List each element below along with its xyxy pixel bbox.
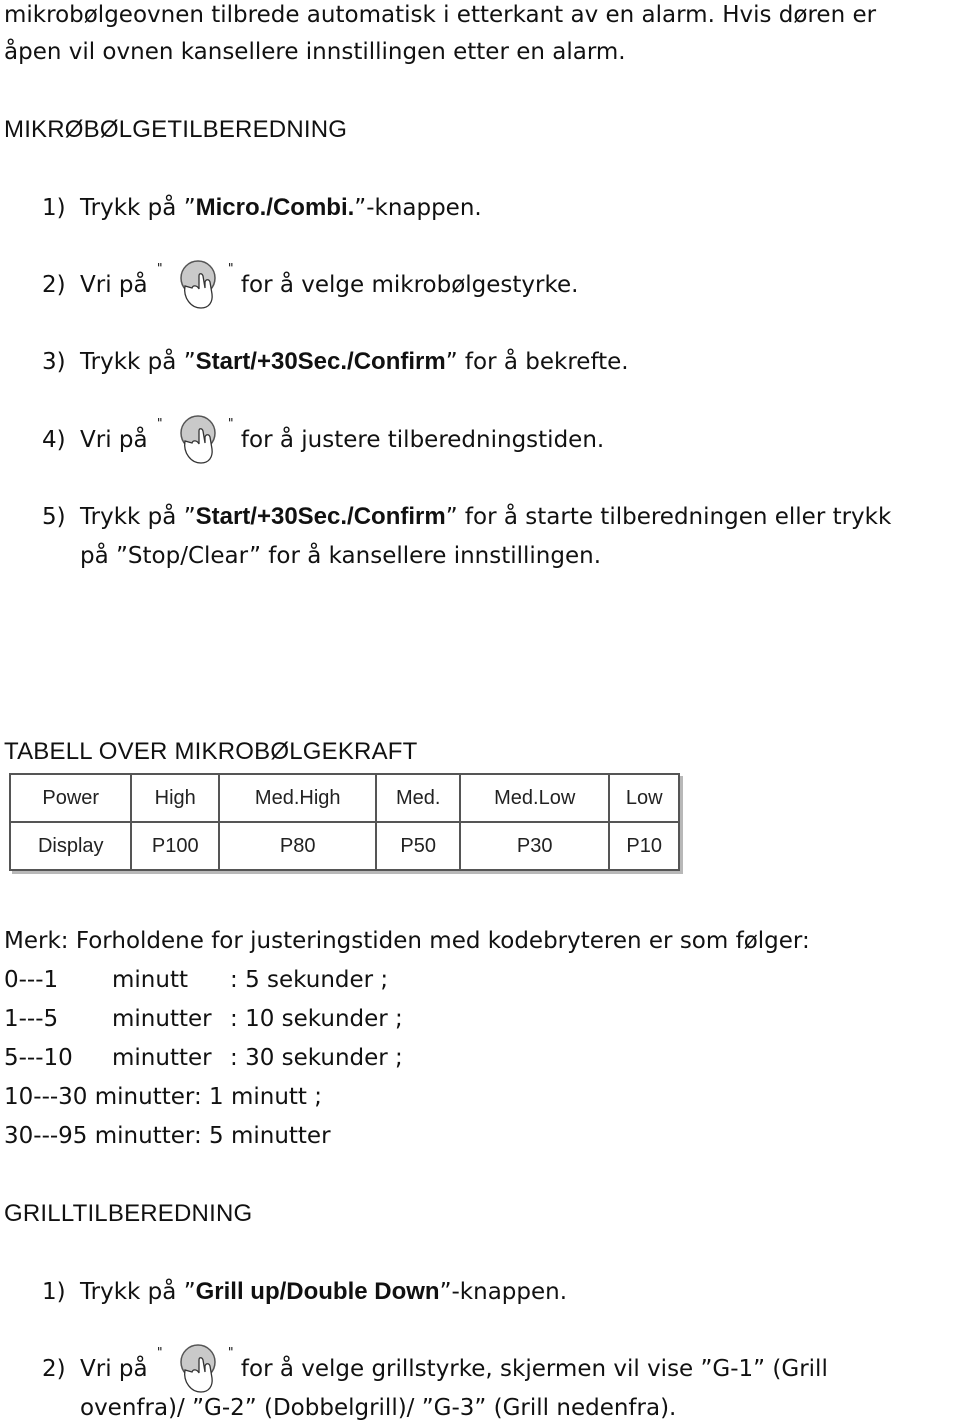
- table-row: [10, 774, 679, 822]
- note-value: 30 sekunder ;: [245, 1045, 403, 1071]
- rotary-knob-hand-icon: [155, 258, 241, 310]
- note-unit: minutter:: [94, 1084, 202, 1110]
- rotary-knob-hand-icon: [155, 1342, 241, 1394]
- note-range: 10---30: [4, 1084, 88, 1110]
- button-name: Start/+30Sec./Confirm: [195, 348, 446, 375]
- step-text: Vri på: [80, 272, 148, 298]
- note-range: 0---1: [4, 967, 59, 993]
- svg-text:": ": [227, 1344, 234, 1359]
- grill-step-2-continued: ovenfra)/ ”G-2” (Dobbelgrill)/ ”G-3” (Grill nedenfra).: [80, 1395, 677, 1421]
- table-cell: P80: [219, 822, 376, 870]
- note-title: Merk: Forholdene for justeringstiden med kodebryteren er som følger:: [4, 928, 810, 954]
- note-value: 5 sekunder ;: [245, 967, 389, 993]
- table-cell: Display: [10, 822, 131, 870]
- svg-text:": ": [227, 260, 234, 275]
- step-text: Vri på: [80, 1356, 148, 1382]
- step-text: for å justere tilberedningstiden.: [240, 427, 605, 453]
- microwave-power-table: [9, 773, 680, 871]
- note-value: 10 sekunder ;: [245, 1006, 403, 1032]
- note-unit: minutter: [112, 1045, 212, 1071]
- step-number: 1): [42, 195, 66, 221]
- note-range: 1---5: [4, 1006, 59, 1032]
- micro-step-4: [42, 415, 605, 455]
- step-text: Trykk på ”: [80, 1279, 196, 1305]
- grill-heading: GRILLTILBEREDNING: [4, 1200, 253, 1227]
- intro-line-1: mikrobølgeovnen tilbrede automatisk i etterkant av en alarm. Hvis døren er: [4, 2, 877, 28]
- micro-step-3: [42, 347, 629, 377]
- note-line: [4, 1121, 331, 1151]
- step-text: Trykk på ”: [80, 504, 196, 530]
- table-cell: P100: [131, 822, 219, 870]
- note-unit: minutter: [112, 1006, 212, 1032]
- note-range: 5---10: [4, 1045, 73, 1071]
- note-line: [4, 965, 388, 995]
- note-value: 5 minutter: [209, 1123, 331, 1149]
- step-text: ”-knappen.: [439, 1279, 568, 1305]
- step-text: Trykk på ”: [80, 349, 196, 375]
- table-cell: High: [131, 774, 219, 822]
- step-text: ” for å bekrefte.: [445, 349, 629, 375]
- grill-step-2: [42, 1344, 828, 1384]
- step-number: 3): [42, 349, 66, 375]
- step-text: for å velge grillstyrke, skjermen vil vise ”G-1” (Grill: [240, 1356, 828, 1382]
- step-number: 2): [42, 272, 66, 298]
- step-text: Trykk på ”: [80, 195, 196, 221]
- table-row: [10, 822, 679, 870]
- micro-heading: MIKRØBØLGETILBEREDNING: [4, 116, 348, 143]
- button-name: Start/+30Sec./Confirm: [195, 503, 446, 530]
- step-text: ”-knappen.: [354, 195, 482, 221]
- note-sep: :: [230, 967, 238, 993]
- note-range: 30---95: [4, 1123, 88, 1149]
- step-text: for å velge mikrobølgestyrke.: [240, 272, 579, 298]
- note-value: 1 minutt ;: [209, 1084, 322, 1110]
- note-line: [4, 1043, 403, 1073]
- micro-step-2: [42, 260, 579, 300]
- table-cell: Med.High: [219, 774, 376, 822]
- micro-step-5-continued: på ”Stop/Clear” for å kansellere innstillingen.: [80, 543, 602, 569]
- intro-line-2: åpen vil ovnen kansellere innstillingen etter en alarm.: [4, 39, 626, 65]
- table-cell: Power: [10, 774, 131, 822]
- step-number: 5): [42, 504, 66, 530]
- table-cell: P10: [609, 822, 679, 870]
- step-number: 4): [42, 427, 66, 453]
- button-name: Micro./Combi.: [195, 194, 355, 221]
- step-number: 1): [42, 1279, 66, 1305]
- note-sep: :: [230, 1006, 238, 1032]
- note-unit: minutter:: [94, 1123, 202, 1149]
- power-table-heading: TABELL OVER MIKROBØLGEKRAFT: [4, 738, 418, 765]
- step-text: Vri på: [80, 427, 148, 453]
- rotary-knob-hand-icon: [155, 413, 241, 465]
- svg-text:": ": [227, 415, 234, 430]
- grill-step-1: [42, 1277, 567, 1307]
- note-unit: minutt: [112, 967, 188, 993]
- micro-step-1: [42, 193, 482, 223]
- table-cell: P30: [460, 822, 609, 870]
- table-cell: Med.: [376, 774, 460, 822]
- step-number: 2): [42, 1356, 66, 1382]
- table-cell: Med.Low: [460, 774, 609, 822]
- table-cell: P50: [376, 822, 460, 870]
- table-cell: Low: [609, 774, 679, 822]
- note-sep: :: [230, 1045, 238, 1071]
- micro-step-5: [42, 502, 891, 532]
- step-text: ” for å starte tilberedningen eller trykk: [445, 504, 892, 530]
- note-line: [4, 1004, 403, 1034]
- svg-text:": ": [156, 415, 163, 430]
- button-name: Grill up/Double Down: [195, 1278, 440, 1305]
- note-line: [4, 1082, 322, 1112]
- svg-text:": ": [156, 260, 163, 275]
- svg-text:": ": [156, 1344, 163, 1359]
